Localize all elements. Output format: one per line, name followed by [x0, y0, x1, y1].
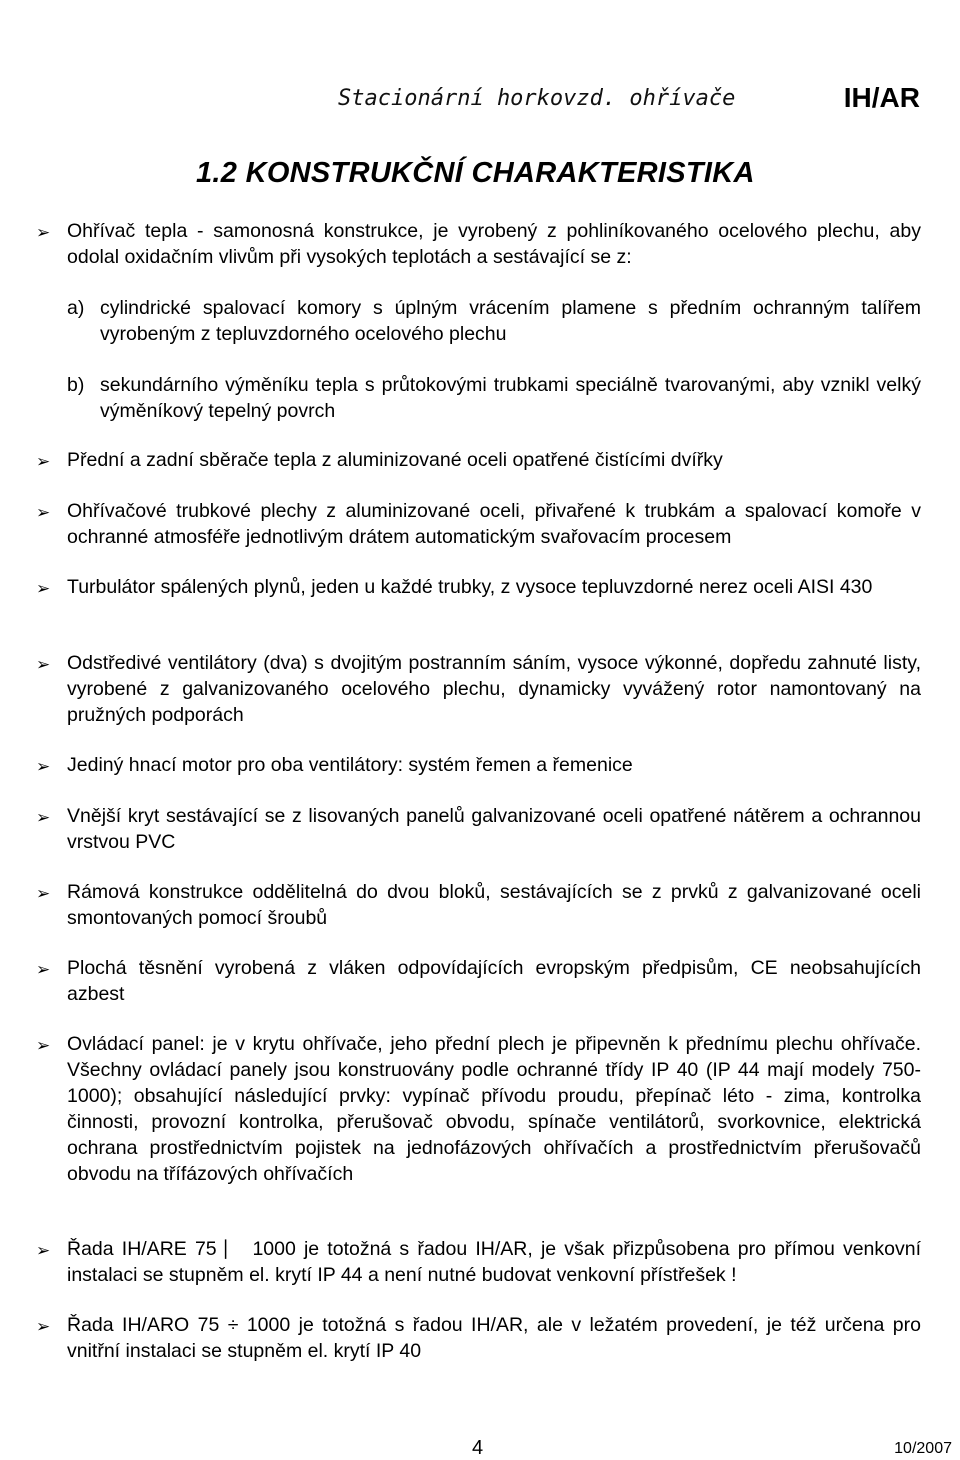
- list-item: Rámová konstrukce oddělitelná do dvou bloků, sestávajících se z prvků z galvanizované oceli smontovaných pomocí šroubů: [67, 881, 921, 929]
- arrowhead-bullet-icon: ➢: [36, 1241, 51, 1260]
- arrowhead-bullet-icon: ➢: [36, 757, 51, 776]
- list-item: Řada IH/ARE 75 ⎸ 1000 je totožná s řadou IH/AR, je však přizpůsobena pro přímou venkovní instalaci se stupněm el. krytí IP 44 a není nutné budovat venkovní přístřešek !: [67, 1238, 921, 1286]
- list-item: Vnější kryt sestávající se z lisovaných panelů galvanizované oceli opatřené nátěrem a ochrannou vrstvou PVC: [67, 805, 921, 853]
- list-item: Ohřívačové trubkové plechy z aluminizované oceli, přivařené k trubkám a spalovací komoře v ochranné atmosféře jednotlivým drátem automatickým svařovacím procesem: [67, 500, 921, 548]
- arrowhead-bullet-icon: ➢: [36, 1317, 51, 1336]
- arrowhead-bullet-icon: ➢: [36, 452, 51, 471]
- list-item: Přední a zadní sběrače tepla z aluminizované oceli opatřené čistícími dvířky: [67, 449, 723, 471]
- arrowhead-bullet-icon: ➢: [36, 655, 51, 674]
- arrowhead-bullet-icon: ➢: [36, 223, 51, 242]
- list-item: Turbulátor spálených plynů, jeden u každé trubky, z vysoce tepluvzdorné nerez oceli AISI 430: [67, 576, 873, 598]
- arrowhead-bullet-icon: ➢: [36, 884, 51, 903]
- section-title: 1.2 KONSTRUKČNÍ CHARAKTERISTIKA: [196, 157, 755, 189]
- running-header-title: Stacionární horkovzd. ohřívače: [338, 86, 736, 111]
- sub-list-text: cylindrické spalovací komory s úplným vrácením plamene s předním ochranným talířem vyrobeným z tepluvzdorného ocelového plechu: [100, 297, 921, 345]
- arrowhead-bullet-icon: ➢: [36, 1036, 51, 1055]
- sub-list-label: b): [67, 374, 85, 396]
- arrowhead-bullet-icon: ➢: [36, 808, 51, 827]
- running-header-code: IH/AR: [843, 82, 920, 113]
- list-item: Odstředivé ventilátory (dva) s dvojitým postranním sáním, vysoce výkonné, dopředu zahnuté listy, vyrobené z galvanizovaného ocelového plechu, dynamicky vyvážený rotor namontovaný na pružných podporách: [67, 652, 921, 726]
- sub-list-item: [67, 295, 921, 347]
- page-number: 4: [472, 1437, 484, 1459]
- arrowhead-bullet-icon: ➢: [36, 960, 51, 979]
- list-item: Jediný hnací motor pro oba ventilátory: systém řemen a řemenice: [67, 754, 633, 776]
- arrowhead-bullet-icon: ➢: [36, 579, 51, 598]
- list-item: Řada IH/ARO 75 ÷ 1000 je totožná s řadou IH/AR, ale v ležatém provedení, je též určena pro vnitřní instalaci se stupněm el. krytí IP 40: [67, 1314, 921, 1362]
- sub-list-label: a): [67, 297, 85, 319]
- footer-date: 10/2007: [894, 1440, 952, 1457]
- list-item: Ohřívač tepla - samonosná konstrukce, je vyrobený z pohliníkovaného ocelového plechu, aby odolal oxidačním vlivům při vysokých teplotách a sestávající se z:: [67, 220, 921, 268]
- sub-list-text: sekundárního výměníku tepla s průtokovými trubkami speciálně tvarovanými, aby vznikl velký výměníkový tepelný povrch: [100, 374, 921, 422]
- list-item: Plochá těsnění vyrobená z vláken odpovídajících evropským předpisům, CE neobsahujících azbest: [67, 957, 921, 1005]
- list-item: Ovládací panel: je v krytu ohřívače, jeho přední plech je připevněn k přednímu plechu ohřívače. Všechny ovládací panely jsou konstruovány podle ochranné třídy IP 40 (IP 44 mají modely 750-1000); obsahující následující prvky: vypínač přívodu proudu, přepínač léto - zima, kontrolka činnosti, provozní kontrolka, přerušovač obvodu, spínače ventilátorů, svorkovnice, elektrická ochrana prostřednictvím pojistek na jednofázových ohřívačích a prostřednictvím přerušovačů obvodu na třífázových ohřívačích: [67, 1033, 921, 1185]
- sub-list-item: [67, 372, 921, 424]
- arrowhead-bullet-icon: ➢: [36, 503, 51, 522]
